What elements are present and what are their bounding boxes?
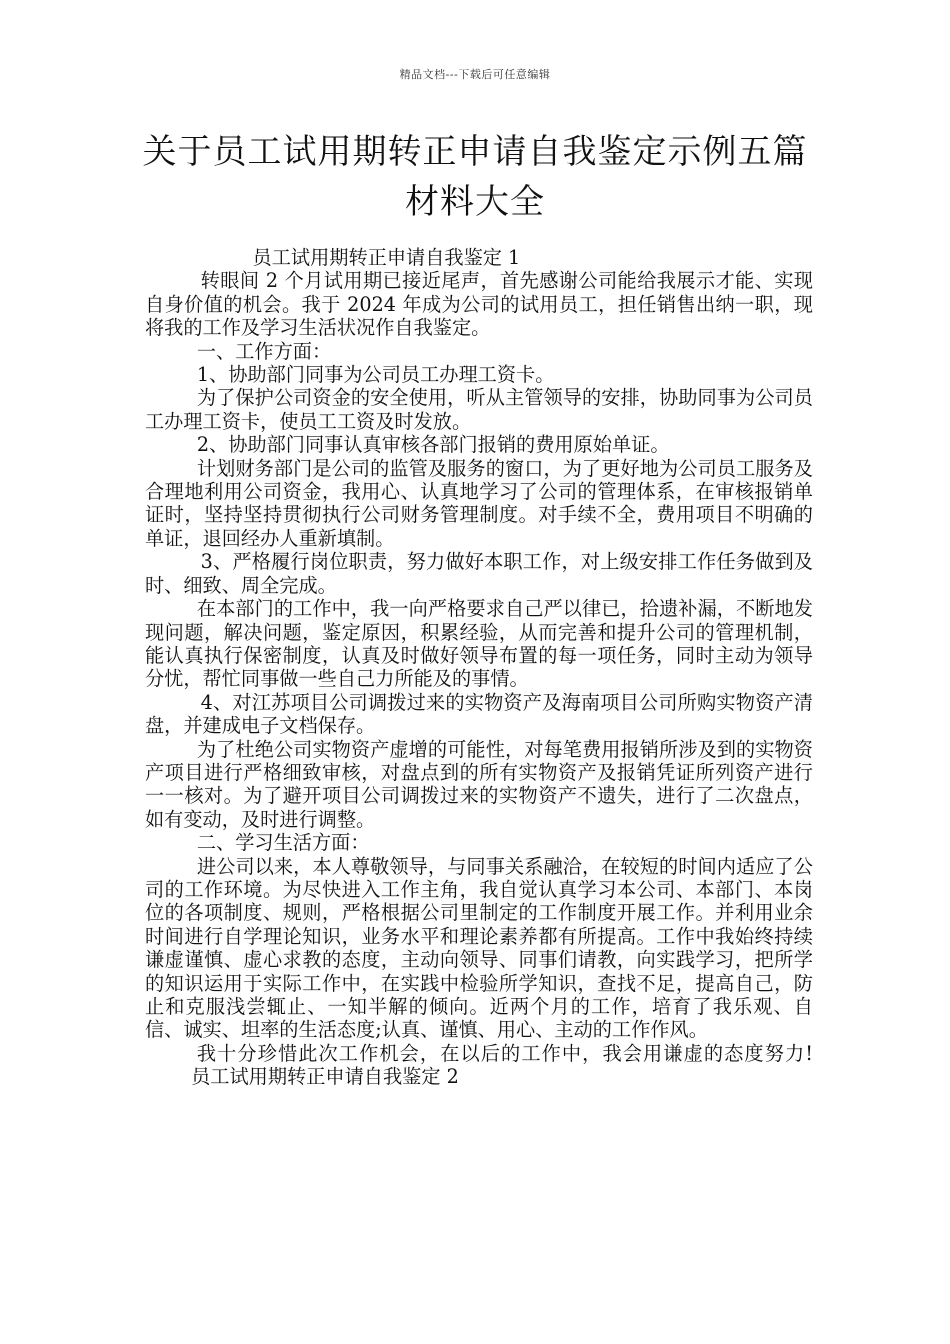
page-title: 关于员工试用期转正申请自我鉴定示例五篇材料大全	[142, 132, 808, 222]
document-body	[145, 246, 813, 1089]
closing-paragraph	[145, 1042, 813, 1089]
heading-study: 二、学习生活方面：	[196, 831, 370, 855]
header-note: 精品文档---下载后可任意编辑	[399, 68, 551, 81]
paragraph: 为了保护公司资金的安全使用，听从主管领导的安排，协助同事为公司员工办理工资卡，使员工工资及时发放。	[145, 386, 813, 433]
list-item: 4、对江苏项目公司调拨过来的实物资产及海南项目公司所购实物资产清盘，并建成电子文档保存。	[145, 690, 813, 738]
paragraph: 计划财务部门是公司的监管及服务的窗口，为了更好地为公司员工服务及合理地利用公司资金，我用心、认真地学习了公司的管理体系，在审核报销单证时，坚持坚持贯彻执行公司财务管理制度。对手续不全，费用项目不明确的单证，退回经办人重新填制。	[145, 456, 813, 550]
paragraph: 在本部门的工作中，我一向严格要求自己严以律已，拾遗补漏，不断地发现问题，解决问题，鉴定原因，积累经验，从而完善和提升公司的管理机制，能认真执行保密制度，认真及时做好领导布置的每一项任务，同时主动为领导分忧，帮忙同事做一些自己力所能及的事情。	[145, 597, 813, 691]
list-item: 1、协助部门同事为公司员工办理工资卡。	[196, 363, 555, 387]
paragraph: 为了杜绝公司实物资产虚增的可能性，对每笔费用报销所涉及到的实物资产项目进行严格细致审核，对盘点到的所有实物资产及报销凭证所列资产进行一一核对。为了避开项目公司调拨过来的实物资产不遗失，进行了二次盘点，如有变动，及时进行调整。	[145, 737, 813, 831]
paragraph: 进公司以来，本人尊敬领导，与同事关系融洽，在较短的时间内适应了公司的工作环境。为尽快进入工作主角，我自觉认真学习本公司、本部门、本岗位的各项制度、规则，严格根据公司里制定的工作制度开展工作。并利用业余时间进行自学理论知识，业务水平和理论素养都有所提高。工作中我始终持续谦虚谨慎、虚心求教的态度，主动向领导、同事们请教，向实践学习，把所学的知识运用于实际工作中，在实践中检验所学知识，查找不足，提高自己，防止和克服浅尝辄止、一知半解的倾向。近两个月的工作，培育了我乐观、自信、诚实、坦率的生活态度;认真、谨慎、用心、主动的工作作风。	[145, 854, 813, 1042]
section-title-2: 员工试用期转正申请自我鉴定 2	[191, 1065, 459, 1089]
section-title: 员工试用期转正申请自我鉴定 1	[252, 246, 521, 269]
paragraph: 转眼间 2 个月试用期已接近尾声，首先感谢公司能给我展示才能、实现自身价值的机会。我于 2024 年成为公司的试用员工，担任销售出纳一职，现将我的工作及学习生活状况作自我鉴定。	[145, 269, 813, 340]
heading-work: 一、工作方面：	[196, 339, 332, 363]
list-item: 2、协助部门同事认真审核各部门报销的费用原始单证。	[196, 433, 670, 457]
closing-text: 我十分珍惜此次工作机会，在以后的工作中，我会用谦虚的态度努力!	[196, 1041, 813, 1065]
list-item: 3、严格履行岗位职责，努力做好本职工作，对上级安排工作任务做到及时、细致、周全完成。	[145, 550, 813, 597]
